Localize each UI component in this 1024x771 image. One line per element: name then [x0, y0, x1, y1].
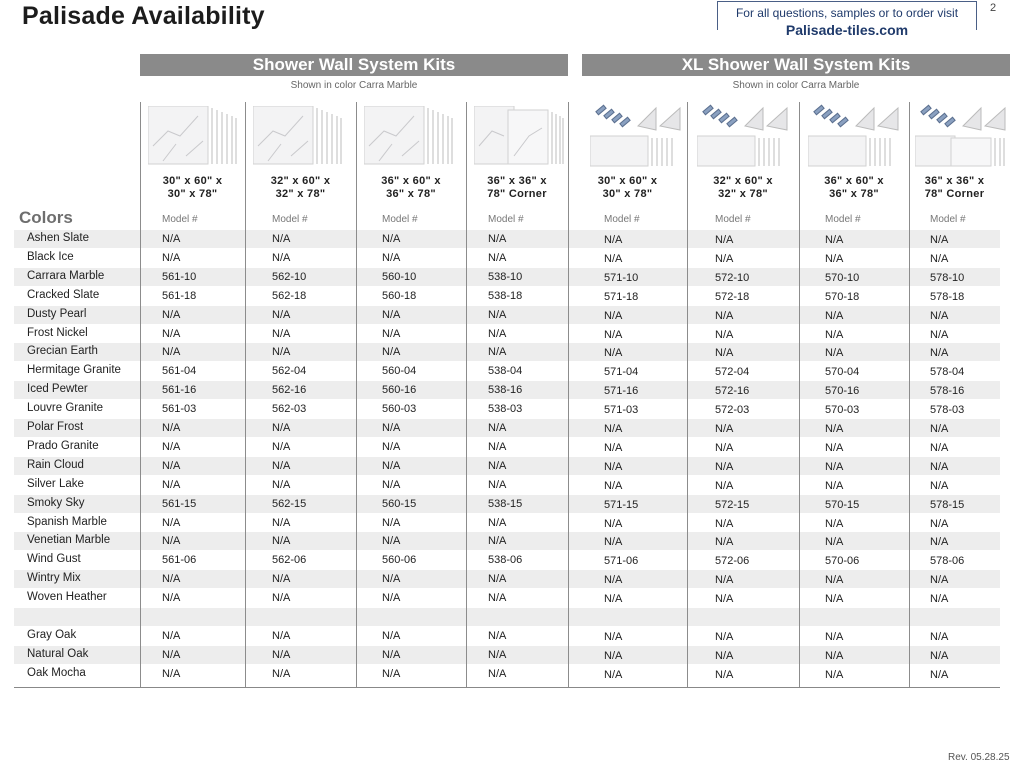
group-subtitle-xl-kits: Shown in color Carra Marble: [732, 80, 860, 91]
model-number-cell: 572-10: [715, 271, 750, 284]
model-number-cell: 560-18: [382, 289, 417, 302]
color-name: Wintry Mix: [27, 572, 81, 585]
model-number-cell: N/A: [382, 233, 401, 245]
model-number-cell: N/A: [825, 479, 844, 492]
color-name: Smoky Sky: [27, 496, 85, 509]
model-number-cell: 570-03: [825, 404, 860, 417]
model-number-cell: 538-06: [488, 554, 523, 567]
model-number-cell: N/A: [930, 441, 949, 454]
model-number-cell: 561-10: [162, 270, 197, 283]
model-number-cell: N/A: [272, 516, 291, 529]
model-number-cell: N/A: [825, 252, 844, 265]
model-number-cell: N/A: [382, 629, 401, 642]
color-name: Grecian Earth: [27, 345, 98, 358]
model-number-cell: 560-06: [382, 554, 417, 567]
page-title: Palisade Availability: [22, 2, 265, 30]
model-number-cell: N/A: [488, 648, 507, 661]
column-divider: [245, 102, 246, 688]
xl-kit-image-32x60: [697, 102, 789, 168]
model-number-cell: 571-06: [604, 555, 639, 568]
model-number-cell: N/A: [272, 346, 291, 359]
model-number-cell: 571-10: [604, 271, 639, 284]
model-number-cell: N/A: [930, 668, 949, 681]
column-size-label: 32" x 60" x 32" x 78": [270, 175, 331, 200]
model-number-cell: N/A: [382, 308, 401, 321]
model-number-cell: N/A: [382, 251, 401, 264]
model-number-cell: N/A: [272, 478, 291, 491]
model-number-cell: N/A: [715, 593, 734, 606]
model-number-cell: 570-04: [825, 366, 860, 379]
model-number-cell: N/A: [162, 592, 181, 605]
model-number-cell: N/A: [715, 328, 734, 341]
color-name: Silver Lake: [27, 477, 84, 490]
model-number-cell: N/A: [604, 574, 623, 587]
column-size-label: 32" x 60" x 32" x 78": [713, 175, 773, 200]
color-name: Spanish Marble: [27, 515, 107, 528]
kit-image-corner: [474, 106, 564, 166]
model-number-cell: 571-18: [604, 290, 639, 303]
model-number-cell: N/A: [715, 460, 734, 473]
model-number-cell: N/A: [715, 441, 734, 454]
color-name: Carrara Marble: [27, 269, 105, 282]
model-number-cell: 562-15: [272, 497, 307, 510]
revision-date: Rev. 05.28.25: [948, 752, 1010, 763]
model-number-cell: N/A: [272, 648, 291, 661]
model-number-cell: 578-10: [930, 271, 965, 284]
model-number-cell: N/A: [272, 233, 291, 245]
model-number-cell: N/A: [825, 328, 844, 341]
model-number-cell: N/A: [715, 423, 734, 435]
model-number-cell: 572-16: [715, 385, 750, 398]
model-number-cell: 578-04: [930, 366, 965, 379]
model-number-cell: N/A: [604, 460, 623, 473]
contact-text: For all questions, samples or to order visit: [735, 6, 959, 20]
model-number-cell: 570-06: [825, 555, 860, 568]
column-size-label: 36" x 60" x 36" x 78": [824, 175, 884, 200]
model-number-cell: 578-15: [930, 498, 965, 511]
model-number-cell: N/A: [715, 517, 734, 530]
model-number-cell: 570-10: [825, 271, 860, 284]
model-number-cell: N/A: [604, 479, 623, 492]
model-number-cell: N/A: [382, 422, 401, 434]
model-number-header: Model #: [272, 214, 308, 225]
model-number-cell: 571-03: [604, 404, 639, 417]
column-divider: [356, 102, 357, 688]
model-number-cell: N/A: [930, 252, 949, 265]
model-number-cell: N/A: [930, 649, 949, 662]
model-number-cell: N/A: [488, 346, 507, 359]
colors-heading: Colors: [19, 208, 73, 227]
model-number-cell: 571-15: [604, 498, 639, 511]
model-number-cell: 572-06: [715, 555, 750, 568]
model-number-cell: 561-16: [162, 384, 197, 397]
model-number-header: Model #: [825, 214, 861, 225]
color-name: Black Ice: [27, 250, 74, 263]
model-number-cell: N/A: [272, 535, 291, 548]
column-size-label: 30" x 60" x 30" x 78": [162, 175, 223, 200]
group-subtitle-shower-kits: Shown in color Carra Marble: [290, 80, 418, 91]
model-number-cell: 561-04: [162, 365, 197, 378]
model-number-cell: N/A: [272, 459, 291, 472]
xl-kit-image-36x60: [808, 102, 900, 168]
model-number-cell: 562-03: [272, 403, 307, 416]
model-number-cell: 570-15: [825, 498, 860, 511]
model-number-cell: N/A: [604, 441, 623, 454]
xl-kit-image-30x60: [590, 102, 682, 168]
model-number-cell: N/A: [488, 440, 507, 453]
model-number-cell: N/A: [382, 516, 401, 529]
model-number-cell: N/A: [272, 327, 291, 340]
model-number-cell: N/A: [272, 422, 291, 434]
kit-image-32x60: [253, 106, 343, 166]
model-number-cell: N/A: [488, 573, 507, 586]
model-number-cell: N/A: [604, 536, 623, 549]
column-divider: [140, 102, 141, 688]
model-number-cell: 572-15: [715, 498, 750, 511]
model-number-cell: N/A: [382, 346, 401, 359]
color-name: Frost Nickel: [27, 326, 88, 339]
model-number-cell: N/A: [715, 574, 734, 587]
model-number-cell: N/A: [272, 629, 291, 642]
model-number-cell: N/A: [715, 536, 734, 549]
model-number-cell: N/A: [930, 517, 949, 530]
model-number-cell: N/A: [930, 423, 949, 435]
model-number-cell: N/A: [930, 574, 949, 587]
model-number-cell: N/A: [715, 668, 734, 681]
model-number-cell: 572-04: [715, 366, 750, 379]
model-number-cell: N/A: [825, 517, 844, 530]
model-number-cell: N/A: [488, 592, 507, 605]
model-number-header: Model #: [382, 214, 418, 225]
color-name: Iced Pewter: [27, 383, 88, 396]
model-number-cell: N/A: [162, 667, 181, 680]
model-number-cell: N/A: [162, 422, 181, 434]
model-number-cell: 578-18: [930, 290, 965, 303]
model-number-header: Model #: [715, 214, 751, 225]
model-number-cell: N/A: [272, 251, 291, 264]
model-number-cell: N/A: [162, 478, 181, 491]
model-number-cell: N/A: [604, 668, 623, 681]
table-row: [14, 608, 1000, 626]
color-name: Ashen Slate: [27, 232, 90, 244]
model-number-cell: N/A: [930, 309, 949, 322]
model-number-cell: N/A: [272, 573, 291, 586]
model-number-cell: N/A: [382, 592, 401, 605]
color-name: Natural Oak: [27, 647, 89, 660]
model-number-cell: 538-15: [488, 497, 523, 510]
model-number-cell: 562-06: [272, 554, 307, 567]
model-number-cell: N/A: [825, 423, 844, 435]
model-number-cell: 561-18: [162, 289, 197, 302]
model-number-cell: N/A: [162, 308, 181, 321]
model-number-cell: N/A: [382, 440, 401, 453]
model-number-cell: N/A: [272, 308, 291, 321]
model-number-cell: N/A: [488, 308, 507, 321]
page-number: 2: [990, 2, 997, 14]
model-number-cell: N/A: [604, 328, 623, 341]
model-number-cell: N/A: [930, 630, 949, 643]
model-number-cell: 572-03: [715, 404, 750, 417]
model-number-cell: N/A: [930, 328, 949, 341]
model-number-cell: N/A: [382, 573, 401, 586]
model-number-cell: N/A: [272, 667, 291, 680]
model-number-cell: N/A: [162, 573, 181, 586]
model-number-cell: 560-10: [382, 270, 417, 283]
model-number-cell: N/A: [382, 648, 401, 661]
model-number-cell: N/A: [825, 593, 844, 606]
model-number-cell: N/A: [825, 536, 844, 549]
model-number-cell: N/A: [162, 459, 181, 472]
model-number-cell: N/A: [162, 648, 181, 661]
model-number-cell: N/A: [162, 327, 181, 340]
model-number-cell: N/A: [604, 649, 623, 662]
color-name: Venetian Marble: [27, 534, 111, 547]
model-number-cell: N/A: [382, 459, 401, 472]
table-bottom-rule: [14, 687, 1000, 688]
model-number-cell: N/A: [715, 630, 734, 643]
column-size-label: 36" x 36" x 78" Corner: [924, 175, 985, 200]
column-divider: [466, 102, 467, 688]
model-number-cell: N/A: [715, 479, 734, 492]
model-number-header: Model #: [604, 214, 640, 225]
model-number-cell: 570-16: [825, 385, 860, 398]
model-number-cell: 562-10: [272, 270, 307, 283]
model-number-cell: N/A: [162, 346, 181, 359]
model-number-cell: 578-16: [930, 385, 965, 398]
model-number-cell: 562-16: [272, 384, 307, 397]
model-number-cell: N/A: [825, 347, 844, 360]
model-number-cell: 562-04: [272, 365, 307, 378]
model-number-cell: N/A: [272, 592, 291, 605]
model-number-cell: 560-04: [382, 365, 417, 378]
model-number-cell: N/A: [825, 460, 844, 473]
model-number-cell: N/A: [382, 327, 401, 340]
color-name: Louvre Granite: [27, 402, 104, 415]
model-number-cell: N/A: [715, 347, 734, 360]
contact-box[interactable]: [717, 1, 977, 38]
model-number-cell: N/A: [382, 535, 401, 548]
color-name: Hermitage Granite: [27, 364, 121, 377]
column-divider: [799, 102, 800, 688]
model-number-cell: N/A: [715, 649, 734, 662]
model-number-cell: N/A: [604, 234, 623, 246]
model-number-cell: N/A: [715, 252, 734, 265]
color-name: Gray Oak: [27, 628, 77, 641]
model-number-cell: 561-15: [162, 497, 197, 510]
model-number-cell: N/A: [488, 535, 507, 548]
column-size-label: 36" x 60" x 36" x 78": [381, 175, 441, 200]
model-number-cell: N/A: [930, 593, 949, 606]
model-number-cell: N/A: [604, 517, 623, 530]
model-number-cell: N/A: [825, 234, 844, 246]
model-number-cell: N/A: [930, 460, 949, 473]
model-number-cell: N/A: [930, 234, 949, 246]
model-number-cell: N/A: [488, 478, 507, 491]
model-number-cell: N/A: [488, 516, 507, 529]
website-link[interactable]: Palisade-tiles.com: [718, 23, 976, 37]
model-number-cell: N/A: [930, 479, 949, 492]
model-number-cell: N/A: [825, 668, 844, 681]
color-name: Woven Heather: [27, 591, 107, 604]
model-number-cell: 572-18: [715, 290, 750, 303]
model-number-cell: N/A: [715, 309, 734, 322]
color-name: Oak Mocha: [27, 666, 86, 679]
model-number-cell: N/A: [930, 347, 949, 360]
color-name: Dusty Pearl: [27, 307, 87, 320]
model-number-header: Model #: [488, 214, 524, 225]
color-name: Cracked Slate: [27, 288, 100, 301]
model-number-cell: N/A: [272, 440, 291, 453]
model-number-cell: 560-16: [382, 384, 417, 397]
model-number-header: Model #: [930, 214, 966, 225]
model-number-cell: 538-04: [488, 365, 523, 378]
model-number-cell: 562-18: [272, 289, 307, 302]
model-number-cell: N/A: [488, 667, 507, 680]
model-number-cell: 561-06: [162, 554, 197, 567]
model-number-cell: N/A: [604, 423, 623, 435]
column-size-label: 36" x 36" x 78" Corner: [487, 175, 547, 200]
model-number-cell: N/A: [604, 593, 623, 606]
model-number-cell: N/A: [604, 630, 623, 643]
model-number-cell: 538-10: [488, 270, 523, 283]
model-number-cell: N/A: [162, 251, 181, 264]
column-divider: [687, 102, 688, 688]
model-number-cell: N/A: [604, 252, 623, 265]
model-number-cell: N/A: [488, 459, 507, 472]
color-name: Polar Frost: [27, 421, 84, 433]
color-name: Rain Cloud: [27, 458, 84, 471]
model-number-cell: N/A: [825, 630, 844, 643]
model-number-cell: N/A: [604, 309, 623, 322]
model-number-cell: N/A: [488, 327, 507, 340]
column-divider: [568, 102, 569, 688]
model-number-cell: N/A: [604, 347, 623, 360]
color-name: Wind Gust: [27, 553, 81, 566]
model-number-cell: 538-03: [488, 403, 523, 416]
kit-image-30x60: [148, 106, 238, 166]
model-number-cell: N/A: [488, 251, 507, 264]
model-number-cell: N/A: [715, 234, 734, 246]
model-number-cell: N/A: [488, 422, 507, 434]
model-number-cell: 538-16: [488, 384, 523, 397]
model-number-cell: N/A: [382, 478, 401, 491]
model-number-cell: N/A: [382, 667, 401, 680]
kit-image-36x60: [364, 106, 454, 166]
group-title-shower-kits: Shower Wall System Kits: [140, 54, 568, 76]
model-number-cell: 571-16: [604, 385, 639, 398]
column-size-label: 30" x 60" x 30" x 78": [597, 175, 658, 200]
model-number-cell: N/A: [825, 441, 844, 454]
model-number-cell: N/A: [825, 649, 844, 662]
model-number-cell: 571-04: [604, 366, 639, 379]
color-name: Prado Granite: [27, 439, 99, 452]
group-title-xl-kits: XL Shower Wall System Kits: [582, 54, 1010, 76]
model-number-cell: 538-18: [488, 289, 523, 302]
model-number-cell: 570-18: [825, 290, 860, 303]
model-number-cell: 560-15: [382, 497, 417, 510]
model-number-cell: N/A: [825, 309, 844, 322]
model-number-cell: N/A: [162, 535, 181, 548]
model-number-cell: N/A: [162, 629, 181, 642]
column-divider: [909, 102, 910, 688]
model-number-cell: N/A: [930, 536, 949, 549]
model-number-header: Model #: [162, 214, 198, 225]
model-number-cell: N/A: [825, 574, 844, 587]
model-number-cell: 560-03: [382, 403, 417, 416]
model-number-cell: N/A: [162, 440, 181, 453]
xl-kit-image-corner: [915, 102, 1007, 168]
model-number-cell: N/A: [162, 516, 181, 529]
model-number-cell: 561-03: [162, 403, 197, 416]
model-number-cell: N/A: [488, 629, 507, 642]
model-number-cell: 578-03: [930, 404, 965, 417]
model-number-cell: N/A: [162, 233, 181, 245]
model-number-cell: N/A: [488, 233, 507, 245]
model-number-cell: 578-06: [930, 555, 965, 568]
